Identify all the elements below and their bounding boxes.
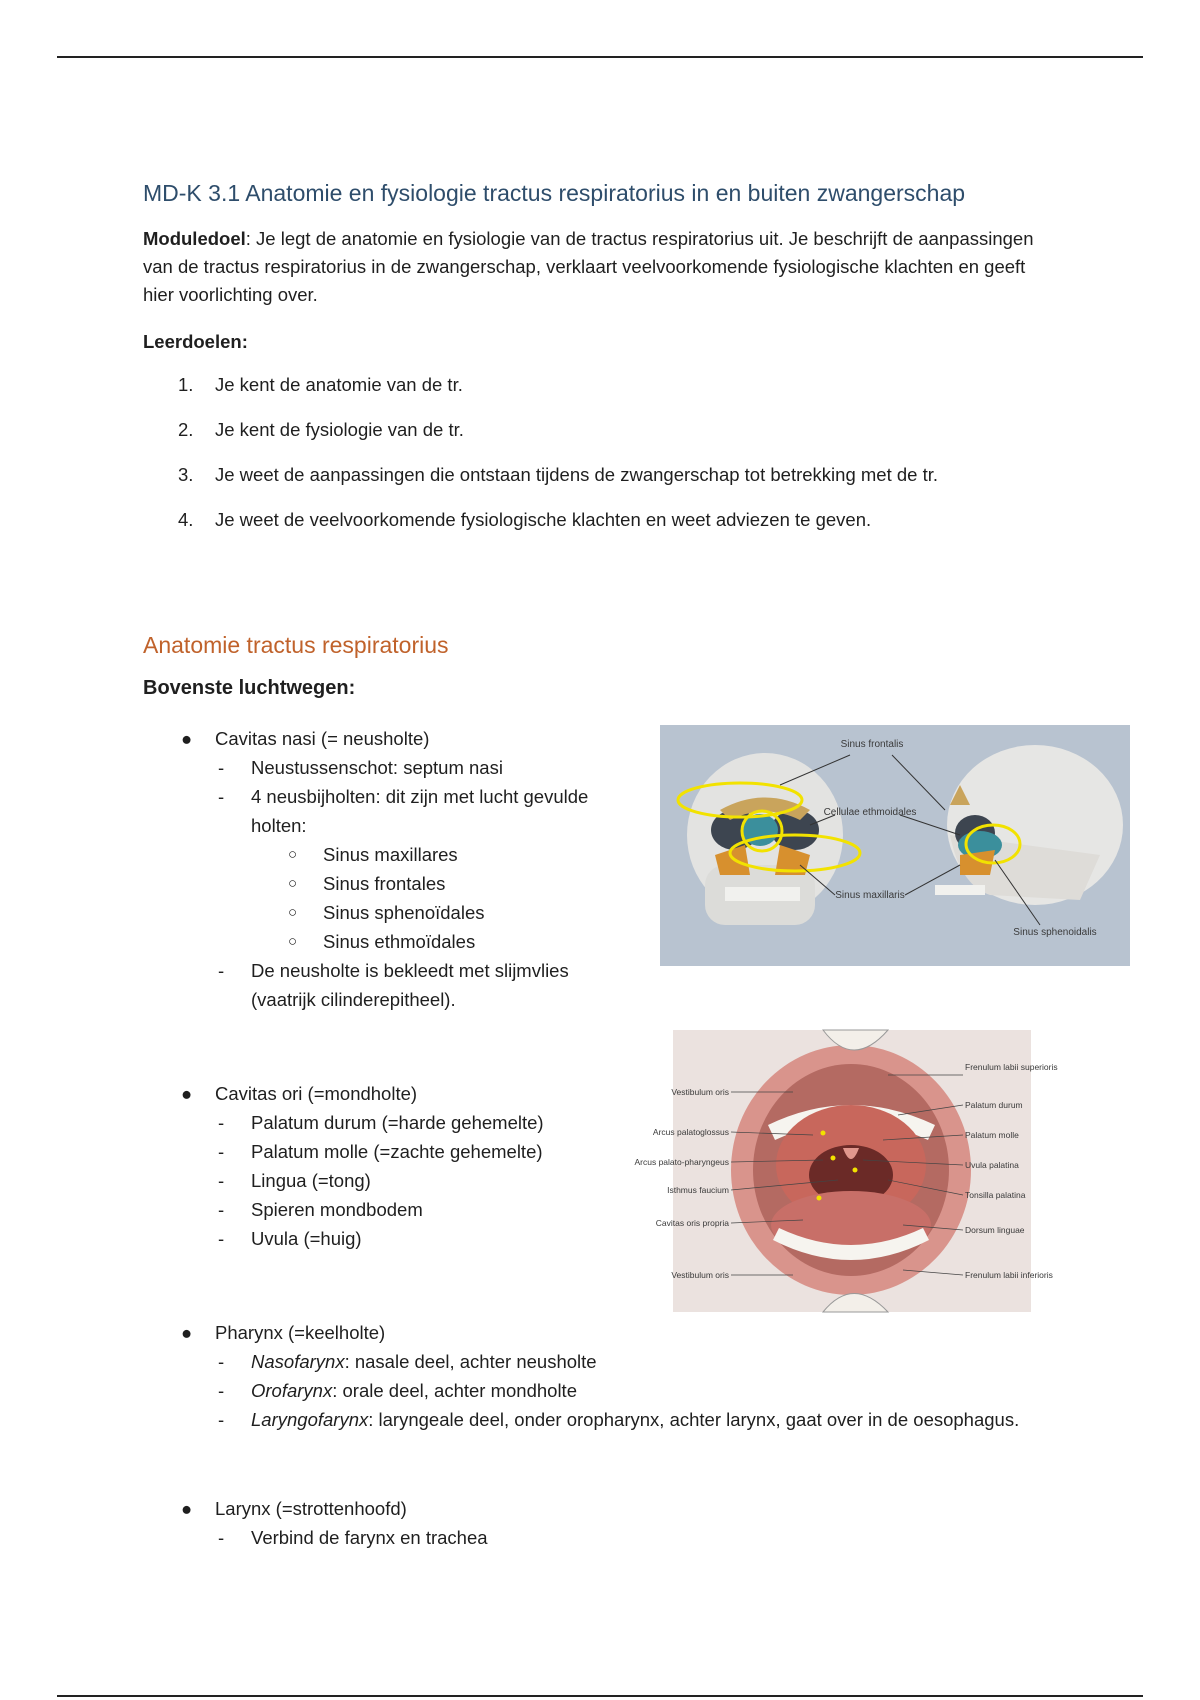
figure-label: Sinus sphenoidalis (1013, 927, 1097, 938)
learning-goal (178, 460, 1018, 490)
list-subitem: - Nasofarynx: nasale deel, achter neusholte (178, 1347, 1111, 1376)
dash-icon: - (218, 1351, 225, 1372)
list-subitem: - Spieren mondbodem (178, 1195, 544, 1224)
goal-number: 2. (178, 419, 194, 440)
list-subitem: - Uvula (=huig) (178, 1224, 544, 1253)
dash-icon: - (218, 1228, 225, 1249)
dash-icon: - (218, 960, 225, 981)
learning-goals-list (178, 370, 1018, 550)
figure-label: Frenulum labii superioris (965, 1062, 1058, 1072)
list-item: ● Cavitas nasi (= neusholte) (178, 724, 631, 753)
figure-label: Sinus maxillaris (835, 890, 905, 901)
goal-number: 4. (178, 509, 194, 530)
figure-label: Cavitas oris propria (655, 1218, 729, 1228)
subsection-title: Bovenste luchtwegen: (143, 677, 356, 699)
module-goal (143, 225, 1043, 309)
page-title: MD-K 3.1 Anatomie en fysiologie tractus respiratorius in en buiten zwangerschap (143, 180, 966, 206)
skull-sinus-figure (660, 725, 1130, 966)
module-goal-text: : Je legt de anatomie en fysiologie van de tractus respiratorius uit. Je beschrijft de aanpassingen van de tractus respiratorius in de zwangerschap, verklaart veelvoorkomende fysiologische klachten en geeft hier voorlichting over. (143, 228, 1034, 305)
figure-label: Cellulae ethmoidales (823, 807, 917, 818)
dash-icon: - (218, 1141, 225, 1162)
list-item: ● Cavitas ori (=mondholte) (178, 1079, 544, 1108)
figure-label: Vestibulum oris (671, 1087, 729, 1097)
dash-icon: - (218, 786, 225, 807)
goal-number: 3. (178, 464, 194, 485)
list-subsubitem: ○ Sinus sphenoïdales (178, 898, 631, 927)
learning-goal (178, 415, 1018, 445)
goal-text: Je kent de anatomie van de tr. (215, 374, 463, 395)
list-subitem: - Palatum molle (=zachte gehemelte) (178, 1137, 544, 1166)
list-subsubitem: ○ Sinus maxillares (178, 840, 631, 869)
dash-icon: - (218, 1112, 225, 1133)
learning-goals-label: Leerdoelen: (143, 331, 248, 352)
bullet-icon: ● (181, 1322, 193, 1343)
goal-text: Je kent de fysiologie van de tr. (215, 419, 464, 440)
list-subsubitem: ○ Sinus frontales (178, 869, 631, 898)
learning-goal (178, 505, 1018, 535)
figure-label: Arcus palatoglossus (652, 1127, 729, 1137)
bullet-icon: ● (181, 1498, 193, 1519)
nasal-section (178, 724, 631, 1014)
figure-label: Dorsum linguae (965, 1225, 1025, 1235)
list-subsubitem: ○ Sinus ethmoïdales (178, 927, 631, 956)
list-item: ● Pharynx (=keelholte) (178, 1318, 1111, 1347)
module-goal-label: Moduledoel (143, 228, 246, 249)
oral-cavity-illustration (634, 1030, 1058, 1312)
figure-label: Palatum durum (965, 1100, 1023, 1110)
list-subitem: - Laryngofarynx: laryngeale deel, onder oropharynx, achter larynx, gaat over in de oesophagus. (178, 1405, 1111, 1434)
bullet-icon: ● (181, 728, 193, 749)
list-subitem: - Palatum durum (=harde gehemelte) (178, 1108, 544, 1137)
circle-bullet-icon: ○ (288, 846, 298, 863)
list-subitem: - Lingua (=tong) (178, 1166, 544, 1195)
top-rule (57, 56, 1143, 58)
bullet-icon: ● (181, 1083, 193, 1104)
circle-bullet-icon: ○ (288, 875, 298, 892)
dash-icon: - (218, 1380, 225, 1401)
list-subitem: - De neusholte is bekleedt met slijmvlies (vaatrijk cilinderepitheel). (178, 956, 631, 1014)
figure-label: Uvula palatina (965, 1160, 1019, 1170)
oral-section (178, 1079, 544, 1253)
goal-number: 1. (178, 374, 194, 395)
figure-label: Tonsilla palatina (965, 1190, 1026, 1200)
circle-bullet-icon: ○ (288, 904, 298, 921)
dash-icon: - (218, 1527, 225, 1548)
list-item: ● Larynx (=strottenhoofd) (178, 1494, 488, 1523)
list-subitem: - 4 neusbijholten: dit zijn met lucht gevulde holten: (178, 782, 594, 840)
figure-label: Sinus frontalis (840, 739, 904, 750)
figure-label: Isthmus faucium (667, 1185, 729, 1195)
figure-label: Palatum molle (965, 1130, 1019, 1140)
dash-icon: - (218, 1199, 225, 1220)
dash-icon: - (218, 757, 225, 778)
dash-icon: - (218, 1409, 225, 1430)
figure-label: Frenulum labii inferioris (965, 1270, 1053, 1280)
section-title: Anatomie tractus respiratorius (143, 632, 449, 658)
figure-label: Arcus palato-pharyngeus (634, 1157, 729, 1167)
list-subitem: - Verbind de farynx en trachea (178, 1523, 488, 1552)
learning-goal (178, 370, 1018, 400)
larynx-section (178, 1494, 488, 1552)
dash-icon: - (218, 1170, 225, 1191)
oral-cavity-figure (634, 1030, 1058, 1312)
circle-bullet-icon: ○ (288, 933, 298, 950)
pharynx-section (178, 1318, 1111, 1434)
figure-label: Vestibulum oris (671, 1270, 729, 1280)
skull-sinus-illustration (660, 725, 1130, 966)
goal-text: Je weet de aanpassingen die ontstaan tijdens de zwangerschap tot betrekking met de tr. (215, 464, 938, 485)
list-subitem: - Orofarynx: orale deel, achter mondholte (178, 1376, 1111, 1405)
list-subitem: - Neustussenschot: septum nasi (178, 753, 631, 782)
goal-text: Je weet de veelvoorkomende fysiologische klachten en weet adviezen te geven. (215, 509, 872, 530)
bottom-rule (57, 1695, 1143, 1697)
